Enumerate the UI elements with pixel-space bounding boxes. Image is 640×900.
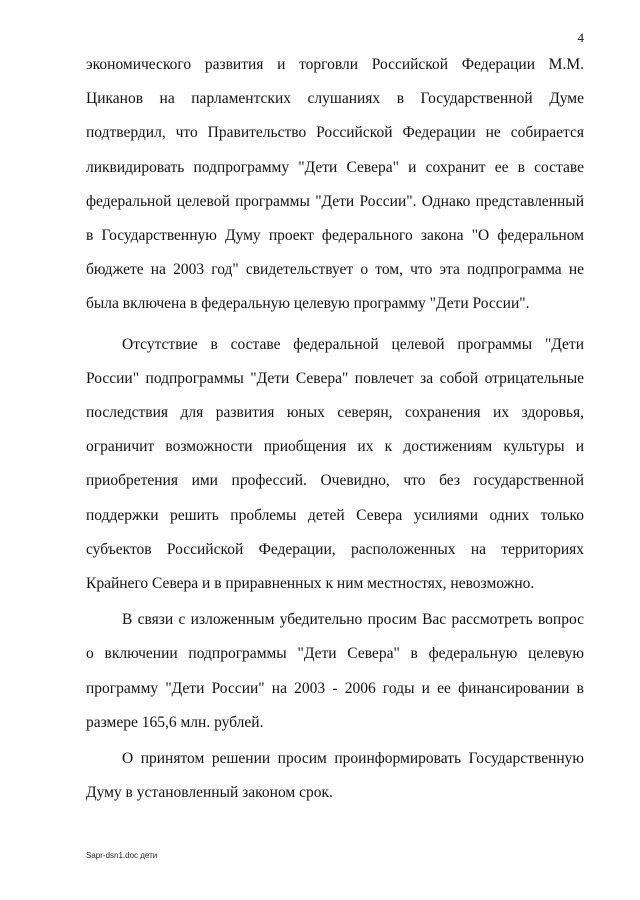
paragraph-request: В связи с изложенным убедительно просим Вас рассмотреть вопрос о включении подпрограммы "Дети Севера" в федеральную целевую программу "Дети России" на 2003 - 2006 годы и ее финансировании в размере 165,6 млн. рублей. [86,611,584,731]
document-body [86,48,584,810]
paragraph-continuation: экономического развития и торговли Российской Федерации М.М. Циканов на парламентских слушаниях в Государственной Думе подтвердил, что Правительство Российской Федерации не собирается ликвидировать подпрограмму "Дети Севера" и сохранит ее в составе федеральной целевой программы "Дети России". Однако представленный в Государственную Думу проект федерального закона "О федеральном бюджете на 2003 год" свидетельствует о том, что эта подпрограмма не была включена в федеральную целевую программу "Дети России". [86,56,584,313]
paragraph-inform: О принятом решении просим проинформировать Государственную Думу в установленный законом срок. [86,750,584,802]
footer-filename: Sapr-dsn1.doc дети [86,851,158,860]
page-number: 4 [577,30,584,45]
paragraph-consequences: Отсутствие в составе федеральной целевой программы "Дети России" подпрограммы "Дети Севера" повлечет за собой отрицательные последствия для развития юных северян, сохранения их здоровья, ограничит возможности приобщения их к достижениям культуры и приобретения ими профессий. Очевидно, что без государственной поддержки решить проблемы детей Севера усилиями одних только субъектов Российской Федерации, расположенных на территориях Крайнего Севера и в приравненных к ним местностях, невозможно. [86,335,584,593]
